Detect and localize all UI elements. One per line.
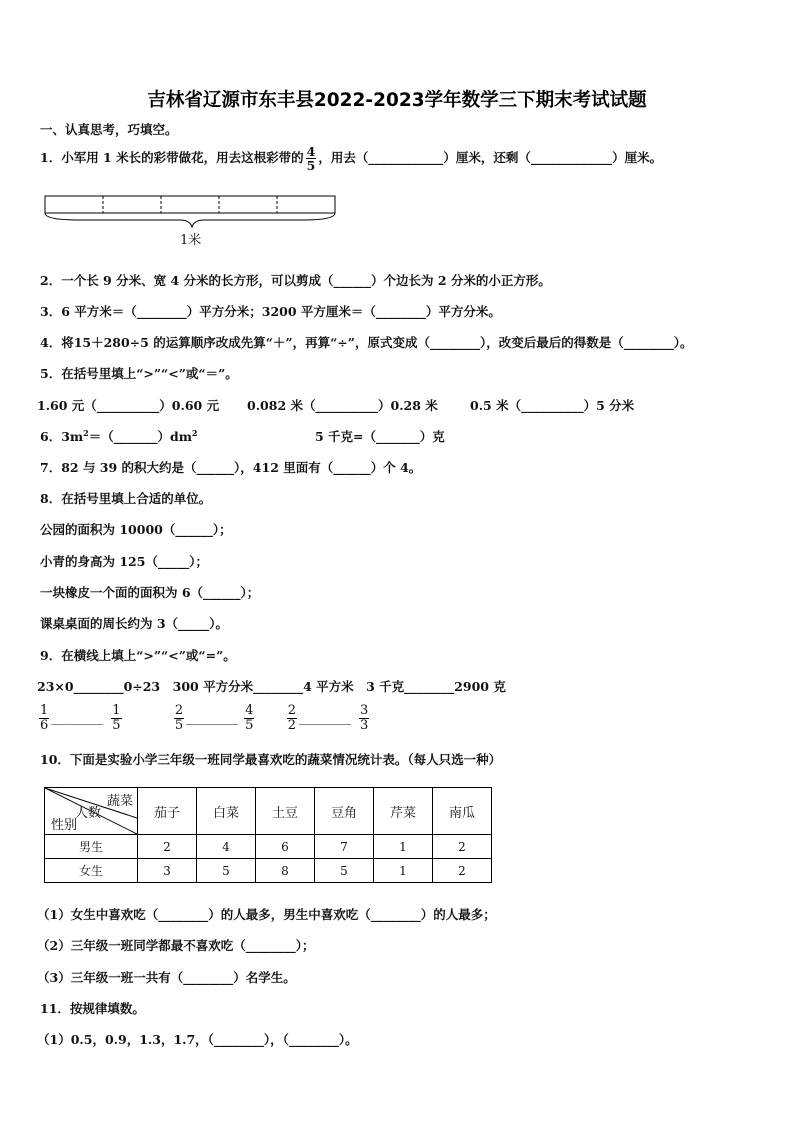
table-header: 土豆 (256, 788, 315, 835)
table-cell: 2 (138, 835, 197, 859)
table-header: 豆角 (315, 788, 374, 835)
table-cell: 5 (197, 859, 256, 883)
question-5b: 0.082 米（__________）0.28 米 (247, 398, 438, 413)
table-cell: 3 (138, 859, 197, 883)
ribbon-label: 1米 (180, 233, 202, 248)
fraction-four-fifths: $\frac{4}{5}$ (306, 143, 316, 173)
table-cell: 4 (197, 835, 256, 859)
question-10-sub3: （3）三年级一班一共有（________）名学生。 (37, 970, 296, 985)
question-11: 11．按规律填数。 (40, 1001, 145, 1016)
table-cell: 1 (374, 859, 433, 883)
question-10-sub1: （1）女生中喜欢吃（________）的人最多，男生中喜欢吃（________）的人最多； (37, 907, 496, 922)
table-cell: 2 (433, 859, 492, 883)
question-5a: 1.60 元（__________）0.60 元 (37, 398, 220, 413)
question-3: 3．6 平方米＝（________）平方分米；3200 平方厘米＝（________）平方分米。 (40, 304, 501, 319)
section-heading: 一、认真思考，巧填空。 (40, 122, 178, 137)
fraction: $\frac{1}{5}$ (112, 703, 121, 733)
fraction: $\frac{2}{2}$ (287, 703, 296, 733)
question-8-item: 小青的身高为 125（_____）； (40, 554, 208, 569)
corner-label-vegetable: 蔬菜 (106, 794, 133, 809)
table-header: 芹菜 (374, 788, 433, 835)
question-7: 7．82 与 39 的积大约是（______），412 里面有（______）个 4。 (40, 460, 422, 475)
question-4: 4．将15＋280÷5 的运算顺序改成先算“＋”，再算“÷”，原式变成（________），改变后最后的得数是（________）。 (40, 335, 693, 350)
question-1-pre: 1．小军用 1 米长的彩带做花，用去这根彩带的 (40, 150, 304, 165)
table-corner-cell (45, 788, 138, 835)
question-8: 8．在括号里填上合适的单位。 (40, 491, 212, 506)
question-8-item: 公园的面积为 10000（______）； (40, 522, 232, 537)
table-cell: 6 (256, 835, 315, 859)
question-2: 2．一个长 9 分米、宽 4 分米的长方形，可以剪成（______）个边长为 2 分米的小正方形。 (40, 273, 551, 288)
table-header: 茄子 (138, 788, 197, 835)
question-11-sub1: （1）0.5，0.9，1.3，1.7，（________），（________）。 (37, 1032, 358, 1047)
question-1-post: ，用去（____________）厘米，还剩（_____________）厘米。 (318, 150, 663, 165)
table-header: 南瓜 (433, 788, 492, 835)
table-cell: 5 (315, 859, 374, 883)
corner-label-count: 人数 (75, 806, 102, 821)
page-title: 吉林省辽源市东丰县2022-2023学年数学三下期末考试试题 (147, 90, 647, 111)
compare-blank: ________ (298, 710, 351, 726)
question-10: 10．下面是实验小学三年级一班同学最喜欢吃的蔬菜情况统计表。（每人只选一种） (40, 752, 502, 767)
table-header: 白菜 (197, 788, 256, 835)
question-6a: 6．$3m^2=(\_\_\_\_\_\_\_)dm^2$ (40, 427, 198, 444)
row-label: 男生 (45, 835, 138, 859)
question-8-item: 一块橡皮一个面的面积为 6（______）； (40, 585, 260, 600)
question-5c: 0.5 米（__________）5 分米 (470, 398, 635, 413)
fraction: $\frac{2}{5}$ (174, 703, 184, 733)
question-9: 9．在横线上填上“>”“<”或“=”。 (40, 648, 236, 663)
question-9-fractions (37, 704, 371, 732)
table-row (45, 859, 492, 883)
fraction: $\frac{4}{5}$ (245, 703, 254, 733)
question-8-item: 课桌桌面的周长约为 3（_____）。 (40, 616, 229, 631)
corner-label-gender: 性别 (51, 818, 78, 833)
compare-blank: ________ (186, 710, 239, 726)
table-cell: 7 (315, 835, 374, 859)
table-cell: 2 (433, 835, 492, 859)
vegetable-table (44, 787, 492, 883)
fraction: $\frac{1}{6}$ (40, 703, 49, 733)
ribbon-diagram (40, 190, 344, 230)
question-10-sub2: （2）三年级一班同学都最不喜欢吃（________）； (37, 938, 315, 953)
question-5: 5．在括号里填上“>”“<”或“＝”。 (40, 366, 238, 381)
question-9-row1: 23×0________0÷23 300 平方分米________4 平方米 3 千克________2900 克 (37, 679, 506, 694)
table-header-row (45, 788, 492, 835)
table-cell: 8 (256, 859, 315, 883)
row-label: 女生 (45, 859, 138, 883)
fraction: $\frac{3}{3}$ (359, 703, 369, 733)
question-1 (40, 142, 662, 174)
question-6b: 5 千克=（_______）克 (315, 429, 445, 444)
table-cell: 1 (374, 835, 433, 859)
compare-blank: ________ (51, 710, 104, 726)
table-row (45, 835, 492, 859)
